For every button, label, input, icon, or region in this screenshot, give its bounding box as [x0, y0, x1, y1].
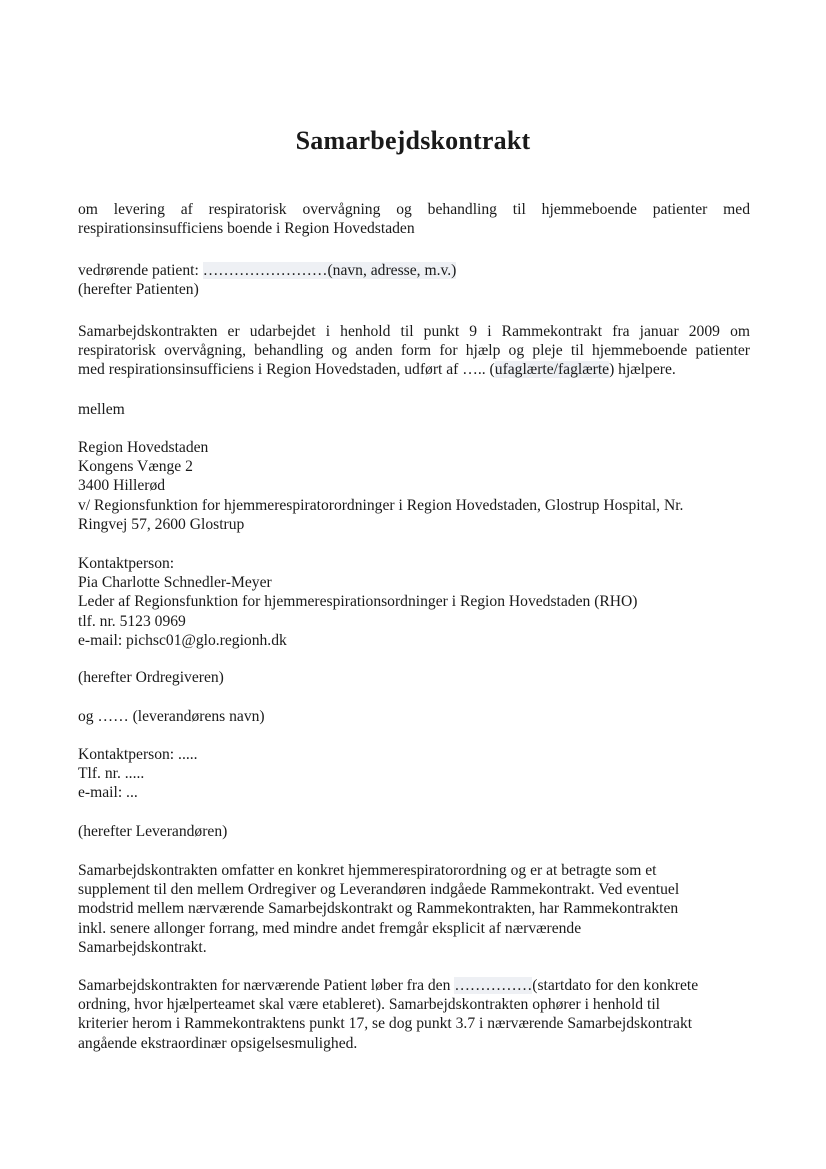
supplier-contact-phone: Tlf. nr. .....	[78, 765, 145, 783]
period-text: (startdato for den konkrete	[532, 977, 699, 994]
contact-label: Kontaktperson:	[78, 555, 175, 572]
supplier-after: (herefter Leverandøren)	[78, 823, 228, 840]
basis-line: Samarbejdskontrakten er udarbejdet i henhold til punkt 9 i Rammekontrakt fra januar 2009 om	[78, 323, 750, 340]
supplier-contact-email: e-mail: ...	[78, 784, 138, 802]
intro-paragraph	[78, 200, 750, 238]
scope-line: Samarbejdskontrakten omfatter en konkret hjemmerespiratorordning og er at betragte som et	[78, 862, 657, 879]
supplier-line: og …… (leverandørens navn)	[78, 708, 265, 725]
period-line: kriterier herom i Rammekontraktens punkt 17, se dog punkt 3.7 i nærværende Samarbejdskontrakt	[78, 1015, 693, 1033]
scope-line: inkl. senere allonger forrang, med mindre andet fremgår eksplicit af nærværende	[78, 919, 582, 937]
patient-paragraph	[78, 261, 750, 299]
orderer-unit: v/ Regionsfunktion for hjemmerespiratorordninger i Region Hovedstaden, Glostrup Hospital, Nr.	[78, 496, 684, 514]
patient-hint: (navn, adresse, m.v.)	[327, 262, 457, 279]
basis-text: ) hjælpere.	[609, 361, 676, 379]
between-text: mellem	[78, 401, 125, 418]
patient-line	[78, 261, 750, 280]
scope-line: supplement til den mellem Ordregiver og Leverandøren indgåede Rammekontrakt. Ved eventuel	[78, 881, 680, 899]
basis-paragraph	[78, 322, 750, 380]
period-paragraph	[78, 976, 750, 1053]
scope-line: modstrid mellem nærværende Samarbejdskontrakt og Rammekontrakten, har Rammekontrakten	[78, 900, 679, 918]
orderer-unit: Ringvej 57, 2600 Glostrup	[78, 515, 245, 533]
patient-field	[203, 262, 457, 279]
orderer-street: Kongens Vænge 2	[78, 458, 193, 476]
patient-after: (herefter Patienten)	[78, 281, 199, 299]
supplier-contact-label: Kontaktperson: .....	[78, 746, 198, 763]
scope-line: Samarbejdskontrakt.	[78, 938, 207, 956]
period-line: angående ekstraordinær opsigelsesmulighed.	[78, 1034, 358, 1052]
basis-text: med respirationsinsufficiens i Region Hovedstaden, udført af ….. (	[78, 361, 495, 379]
period-text: Samarbejdskontrakten for nærværende Patient løber fra den	[78, 977, 455, 994]
orderer-name: Region Hovedstaden	[78, 439, 209, 456]
period-line	[78, 976, 750, 995]
period-date-field: ……………	[454, 977, 533, 994]
intro-line: respirationsinsufficiens boende i Region Hovedstaden	[78, 220, 415, 238]
contact-role: Leder af Regionsfunktion for hjemmerespirationsordninger i Region Hovedstaden (RHO)	[78, 593, 638, 611]
orderer-city: 3400 Hillerød	[78, 477, 166, 495]
document-title: Samarbejdskontrakt	[295, 126, 531, 155]
basis-line: respiratorisk overvågning, behandling og anden form for hjælp og pleje til hjemmeboende patienter	[78, 342, 750, 360]
patient-dots: ……………………	[202, 262, 328, 279]
basis-highlight: ufaglærte/faglærte	[494, 361, 610, 379]
patient-label: vedrørende patient:	[78, 262, 203, 279]
orderer-contact	[78, 554, 750, 650]
orderer-address	[78, 438, 750, 534]
contact-email: e-mail: pichsc01@glo.regionh.dk	[78, 631, 287, 649]
period-line: ordning, hvor hjælperteamet skal være etableret). Samarbejdskontrakten ophører i henhold til	[78, 996, 661, 1014]
contact-phone: tlf. nr. 5123 0969	[78, 612, 186, 630]
orderer-after: (herefter Ordregiveren)	[78, 669, 224, 686]
scope-paragraph	[78, 861, 750, 957]
intro-line: om levering af respiratorisk overvågning og behandling til hjemmeboende patienter med	[78, 201, 750, 218]
supplier-contact	[78, 745, 750, 803]
basis-line	[78, 360, 750, 379]
contact-name: Pia Charlotte Schnedler-Meyer	[78, 574, 272, 592]
